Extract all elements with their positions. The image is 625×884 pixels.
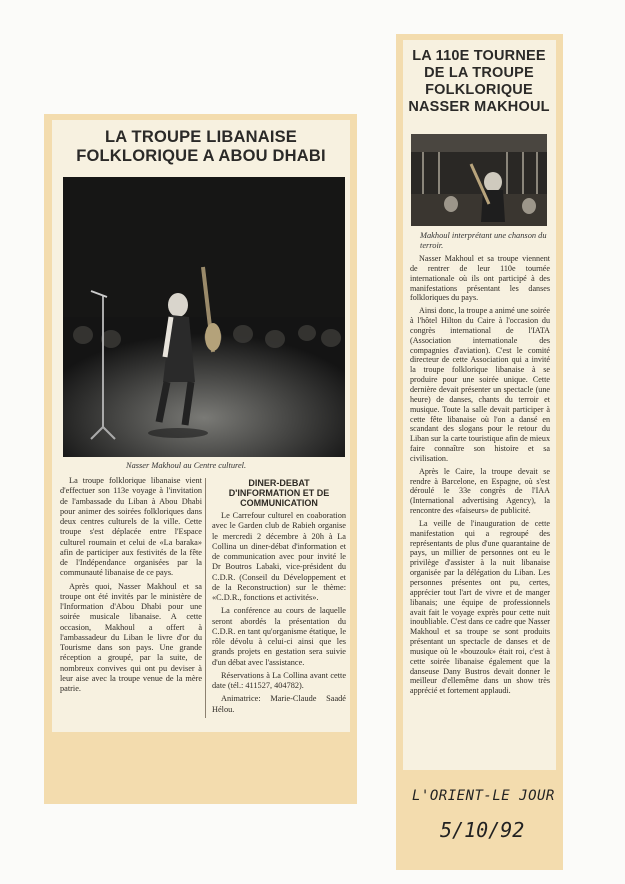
left-col2-paragraph: Réservations à La Collina avant cette date (tél.: 411527, 404782).: [212, 670, 346, 690]
right-body-paragraph: La veille de l'inauguration de cette manifestation qui a regroupé des représentants de plus d'une quarantaine de pays, un millier de personnes ont eu le privilège d'assister à la nuit libanaise organisée par la délégation du Liban. Les personnes présentes ont pu, certes, apprécier tout l'art de vivre et de manger libanais; une équipe de professionnels avait fait le voyage exprès pour cette nuit inoubliable. C'est dans ce cadre que Nasser Makhoul et sa troupe se sont produits présentant un spectacle de danses et de musique où le «bouzouk» était roi, c'est à cette soirée libanaise également que la danseuse Dany Bustros devait donner le meilleur d'ellemême dans un show très apprécié et fortement applaudi.: [410, 518, 550, 696]
right-headline-line4: NASSER MAKHOUL: [408, 99, 550, 115]
stage-scene-illustration: [411, 134, 547, 226]
left-photo: [63, 177, 345, 457]
handwritten-source: L'ORIENT-LE JOUR: [412, 788, 555, 804]
left-photo-caption: Nasser Makhoul au Centre culturel.: [126, 461, 247, 470]
box-title: DINER-DEBAT D'INFORMATION ET DE COMMUNICATION: [228, 478, 330, 508]
left-headline-line1: LA TROUPE LIBANAISE: [104, 128, 298, 146]
left-headline: [56, 128, 346, 166]
left-headline-line2: FOLKLORIQUE A ABOU DHABI: [76, 147, 326, 165]
left-col2-paragraph: Le Carrefour culturel en coaboration avec le Garden club de Rabieh organise le mercredi 2 décembre à 20h à La Collina un diner-débat d'information et de communication avec pour invité le Dr Boutros Labaki, vice-président du C.D.R. (Conseil du Développement et de la Reconstruction) sur le thème: «C.D.R., fonctions et activités».: [212, 511, 346, 602]
left-col2-paragraph: La conférence au cours de laquelle seront abordés la présentation du C.D.R. en tant qu'organisme étatique, le rôle dévolu à celui-ci ainsi que les grands projets en gestation sera suivie d'un débat avec l'assistance.: [212, 606, 346, 667]
right-headline-line1: LA 110E TOURNEE: [412, 48, 546, 64]
left-col1-paragraph: La troupe folklorique libanaise vient d'effectuer son 113e voyage à l'invitation de l'ambassade du Liban à Abou Dhabi pour animer des soirées folkloriques dans deux centres culturels de la ville. Cette troupe s'est déplacée entre l'Espace culturel roumain et celui de «La baraka» afin de participer aux festivités de la fête de l'Indépendance organisées par la communauté libanaise de ce pays.: [60, 476, 202, 578]
right-column-body: [410, 254, 550, 699]
stage-performer-illustration: [63, 177, 345, 457]
handwritten-date: 5/10/92: [440, 818, 525, 842]
right-photo-caption: Makhoul interprétant une chanson du terroir.: [420, 231, 547, 250]
left-col1-paragraph: Après quoi, Nasser Makhoul et sa troupe ont été invités par le ministère de l'Information d'Abou Dhabi pour une soirée musicale libanaise. A cette occasion, Makhoul a offert à l'ambassadeur du Liban le livre d'or du Tourisme dans son pays. Une grande réception a groupé, par la suite, de nombreux convives qui ont pu deviser à leur aise avec la troupe venue de la mère patrie.: [60, 581, 202, 693]
left-column-divider: [205, 478, 206, 718]
right-body-paragraph: Nasser Makhoul et sa troupe viennent de rentrer de leur 110e tournée internationale où ils ont participé à des manifestations présentant les danses folkloriques du pays.: [410, 254, 550, 303]
left-column-2: [212, 478, 346, 718]
right-headline-line2: DE LA TROUPE: [424, 65, 534, 81]
right-headline: [406, 48, 552, 116]
right-photo: [411, 134, 547, 226]
left-column-1: [60, 476, 202, 697]
right-body-paragraph: Après le Caire, la troupe devait se rendre à Barcelone, en Espagne, où s'est déroulé le 33e congrès de l'IAA (International advertising Agency), la rencontre des «faiseurs» de publicité.: [410, 466, 550, 516]
right-headline-line3: FOLKLORIQUE: [425, 82, 533, 98]
left-col2-paragraph: Animatrice: Marie-Claude Saadé Hélou.: [212, 694, 346, 714]
right-body-paragraph: Ainsi donc, la troupe a animé une soirée à l'hôtel Hilton du Caire à l'occasion du congrès international de l'IATA (Association internationale des compagnies d'aviation). C'est le comité directeur de cette Association qui a invité la troupe folklorique libanaise à se produire pour une soirée unique. Cette dernière devait présenter un spectacle (une heure) de danses, chants du terroir et musique. Toute la salle devait participer à cette fête libanaise où l'on a dansé en scandant des slogans pour le retour du Liban sur la carte touristique afin de mieux faire connaître son histoire et sa civilisation.: [410, 306, 550, 463]
